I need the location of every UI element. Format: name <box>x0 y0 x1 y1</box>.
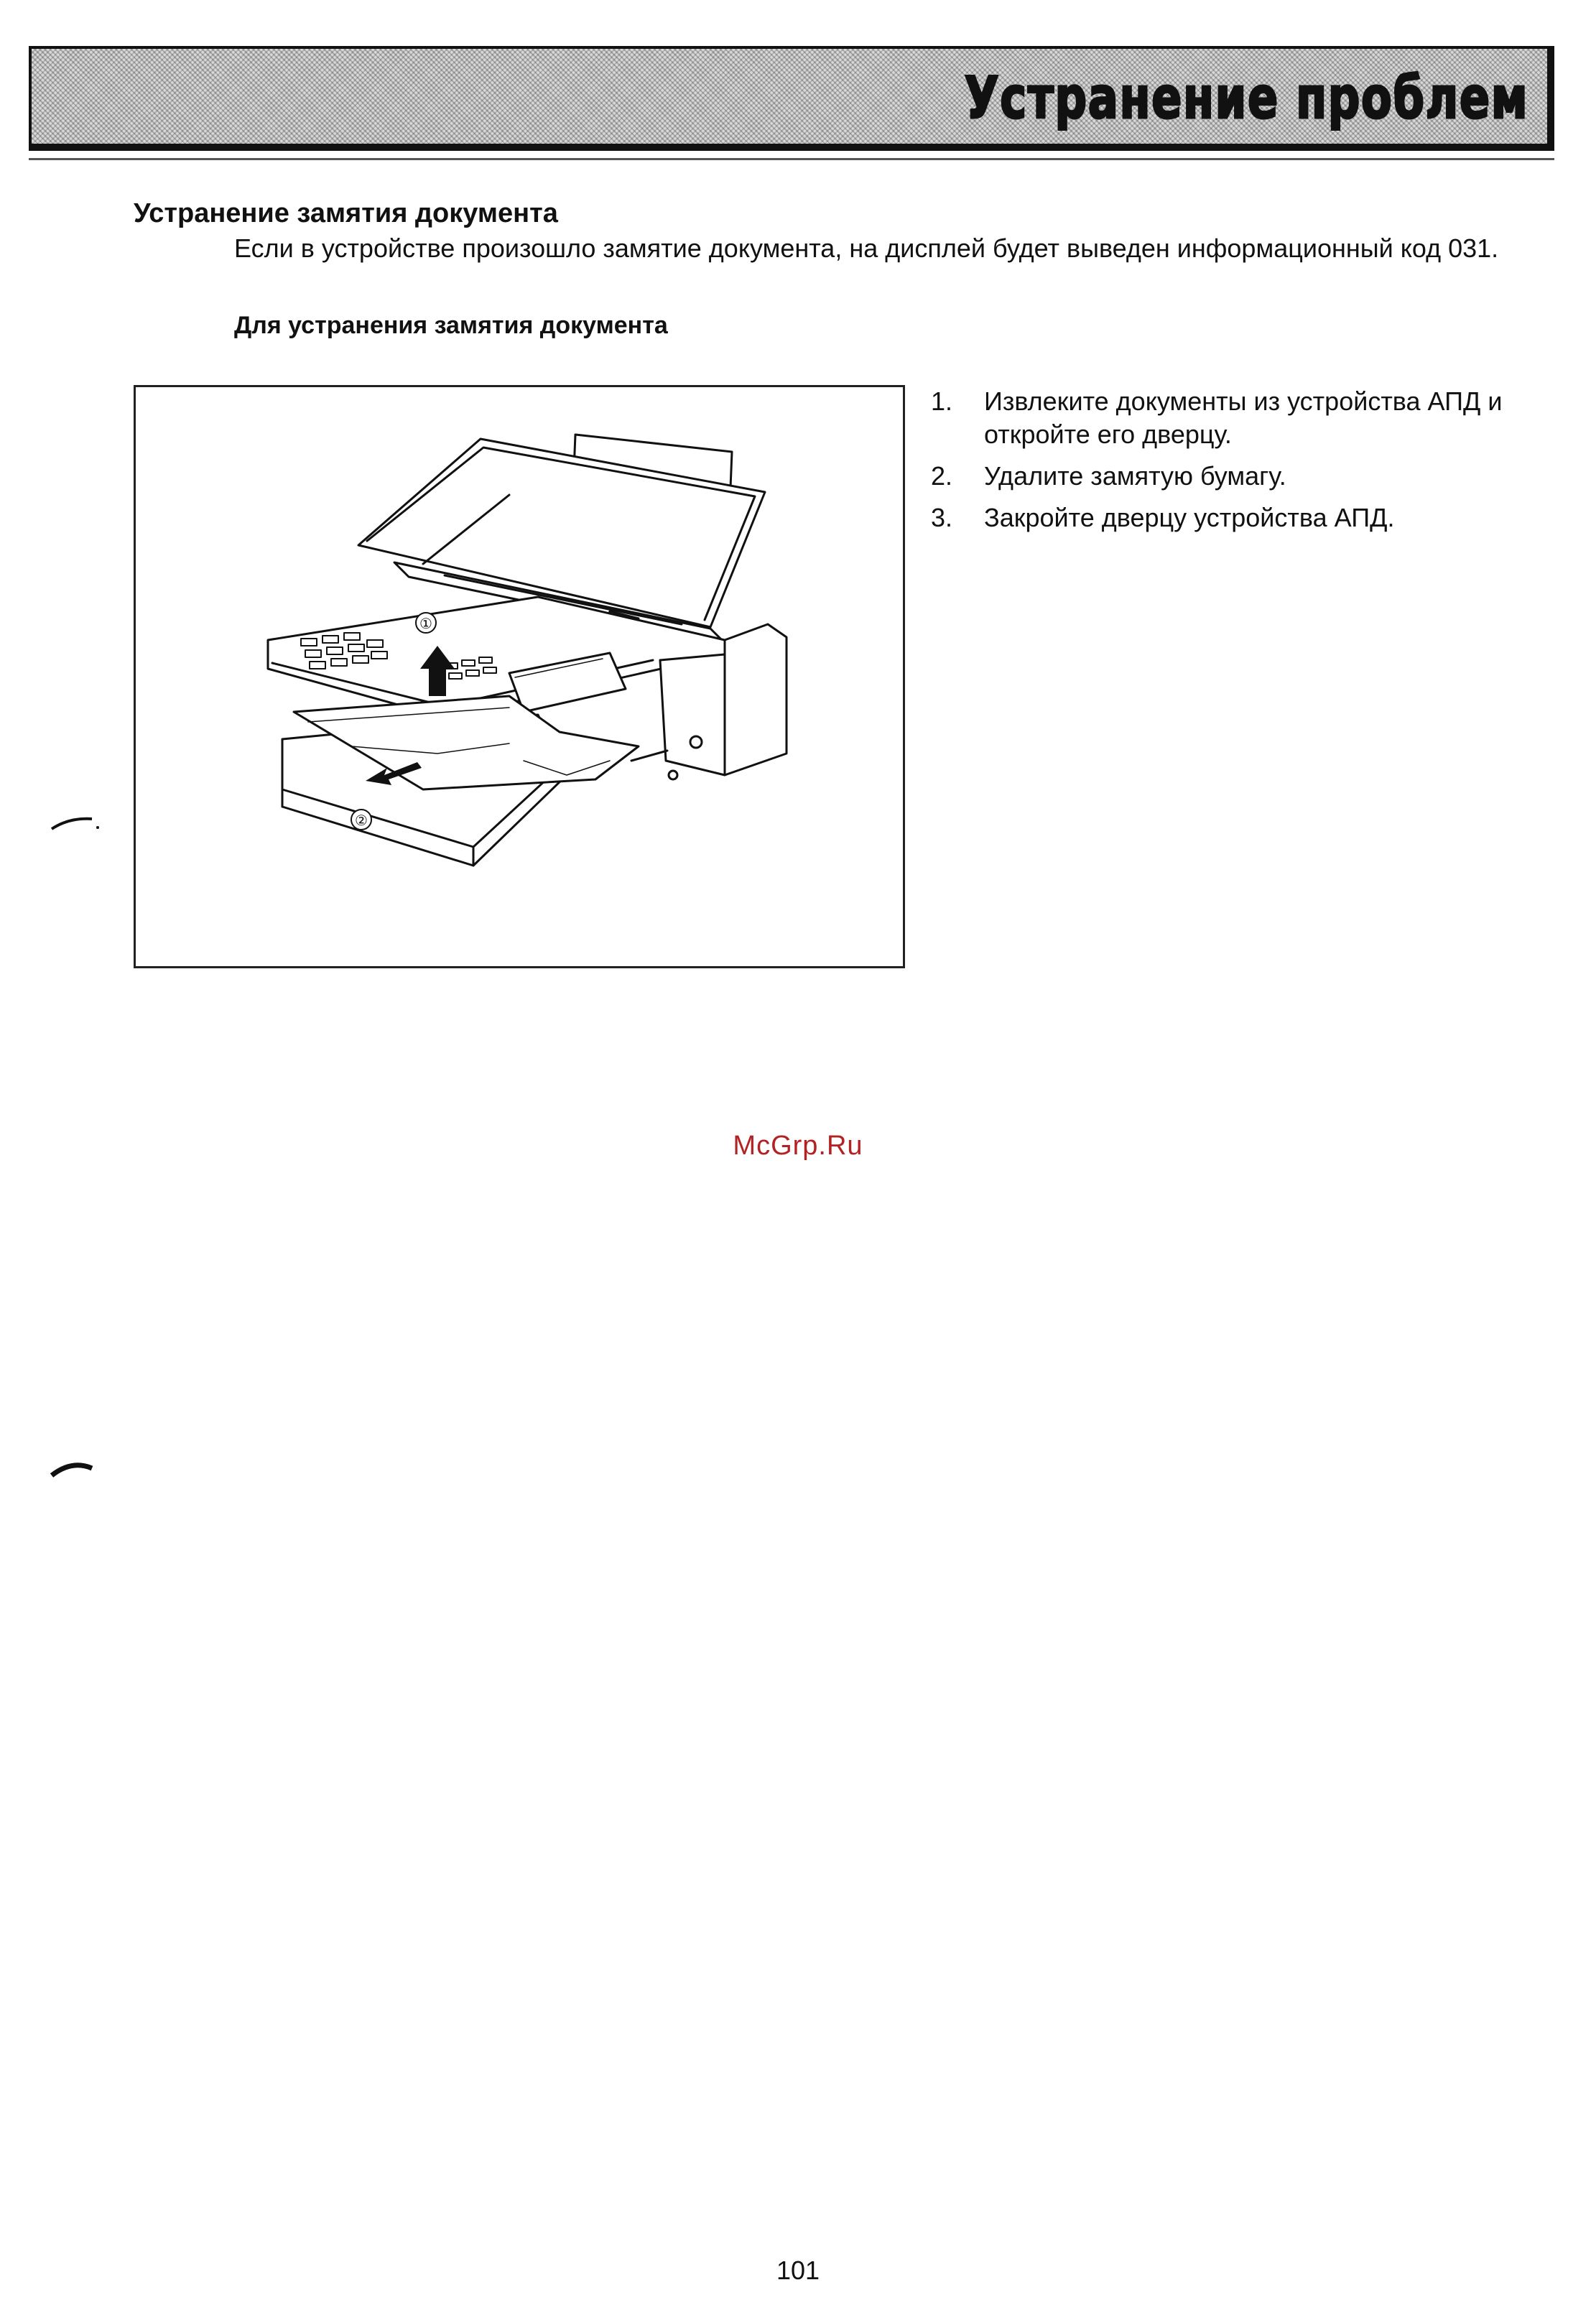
step-number: 3. <box>931 503 953 532</box>
step-number: 1. <box>931 386 953 416</box>
fax-drawing <box>136 387 903 966</box>
page-number: 101 <box>776 2256 820 2285</box>
step-item <box>931 501 1563 534</box>
watermark: McGrp.Ru <box>733 1131 863 1161</box>
header-banner <box>29 46 1554 151</box>
header-rule <box>29 158 1554 160</box>
callout-2-label: ② <box>355 812 368 829</box>
fax-illustration <box>134 385 905 968</box>
step-item <box>931 460 1563 493</box>
step-item <box>931 385 1563 451</box>
step-text: Закройте дверцу устройства АПД. <box>984 503 1395 532</box>
callout-1-label: ① <box>419 615 432 632</box>
scan-mark <box>47 807 105 836</box>
steps-list <box>931 385 1563 543</box>
scan-mark <box>47 1454 105 1483</box>
step-number: 2. <box>931 461 953 491</box>
section-heading: Устранение замятия документа <box>134 198 558 228</box>
procedure-subheading: Для устранения замятия документа <box>234 312 668 339</box>
step-text: Удалите замятую бумагу. <box>984 461 1286 491</box>
intro-paragraph: Если в устройстве произошло замятие документа, на дисплей будет выведен информационный код 031. <box>234 233 1499 263</box>
step-text: Извлеките документы из устройства АПД и откройте его дверцу. <box>984 386 1503 449</box>
header-title: Устранение проблем <box>964 65 1528 131</box>
